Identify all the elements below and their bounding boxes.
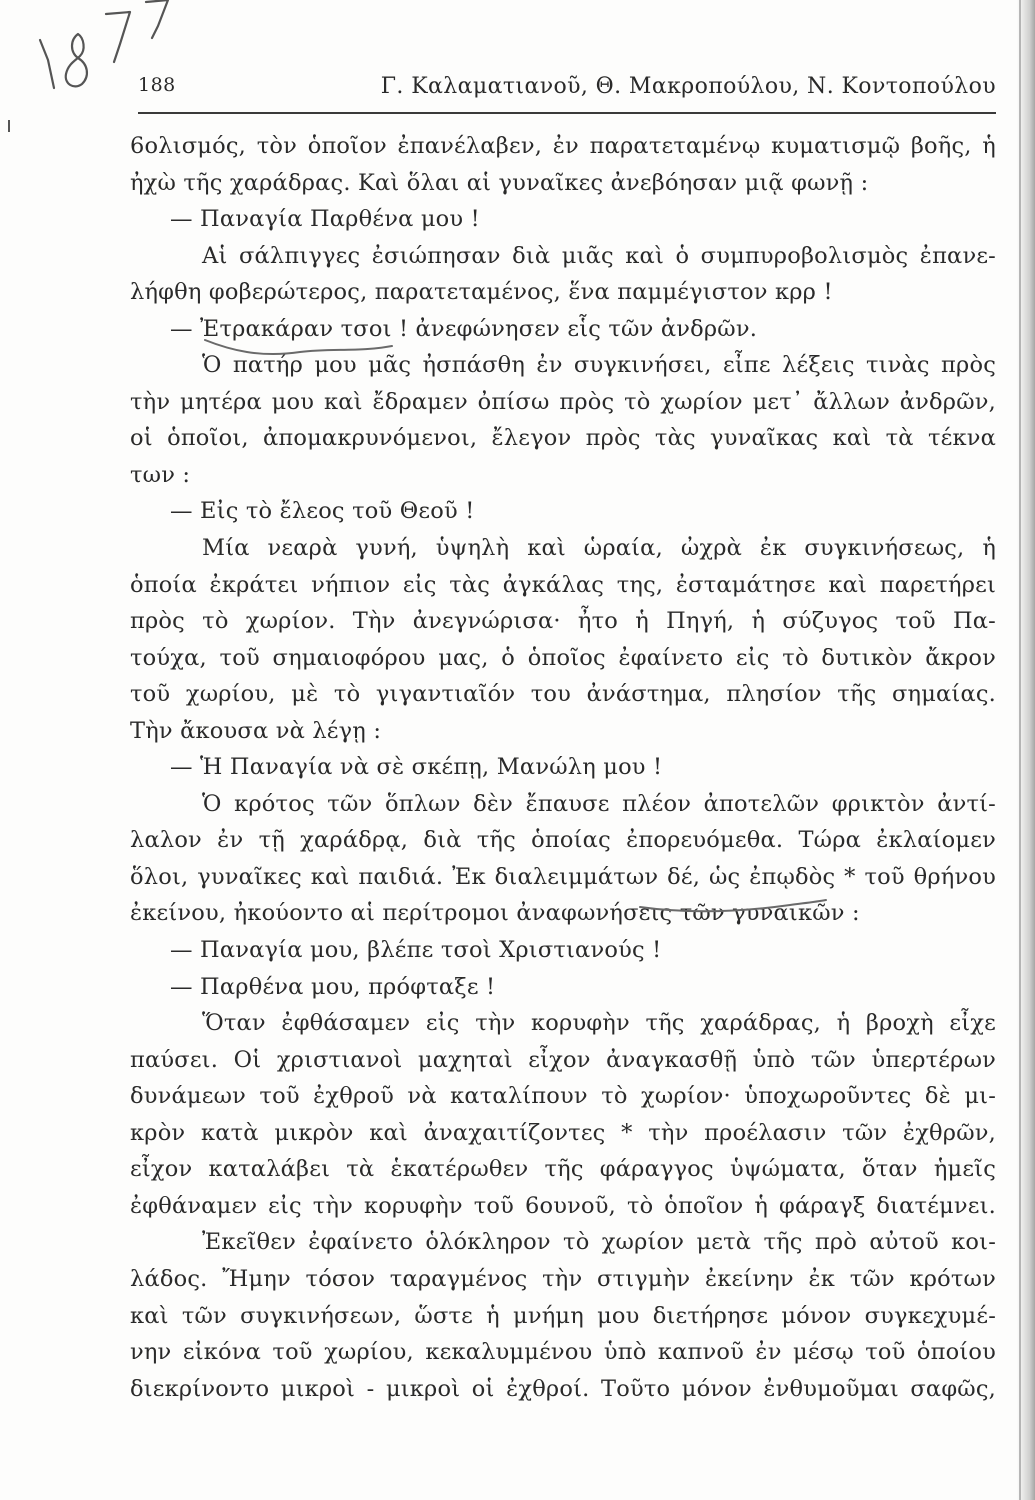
text-line: — Παναγία Παρθένα μου ! [170, 206, 480, 233]
text-line: λαλον ἐν τῇ χαράδρᾳ, διὰ τῆς ὁποίας ἐπορευόμεθα. Τώρα ἐκλαίομεν [130, 827, 996, 854]
text-line: 6ολισμός, τὸν ὁποῖον ἐπανέλαβεν, ἐν παρατεταμένῳ κυματισμῷ βοῆς, ἡ [130, 133, 996, 159]
text-line: των : [130, 461, 191, 488]
text-line: ὁποία ἐκράτει νήπιον εἰς τὰς ἀγκάλας της, ἐσταμάτησε καὶ παρετήρει [130, 571, 996, 598]
text-line: τὴν μητέρα μου καὶ ἔδραμεν ὀπίσω πρὸς τὸ χωρίον μετ᾽ ἄλλων ἀνδρῶν, [130, 388, 996, 415]
text-line: διεκρίνοντο μικροὶ - μικροὶ οἱ ἐχθροί. Τοῦτο μόνον ἐνθυμοῦμαι σαφῶς, [130, 1375, 996, 1402]
running-head: Γ. Καλαματιανοῦ, Θ. Μακροπούλου, Ν. Κοντοπούλου [380, 74, 996, 99]
text-line: εἶχον καταλάβει τὰ ἑκατέρωθεν τῆς φάραγγος ὑψώματα, ὅταν ἡμεῖς [130, 1156, 996, 1183]
text-line: ἐφθάναμεν εἰς τὴν κορυφὴν τοῦ 6ουνοῦ, τὸ ὁποῖον ἡ φάραγξ διατέμνει. [130, 1192, 996, 1219]
text-line: Αἱ σάλπιγγες ἐσιώπησαν διὰ μιᾶς καὶ ὁ συμπυροβολισμὸς ἐπανε- [202, 242, 996, 269]
text-line: ἠχὼ τῆς χαράδρας. Καὶ ὅλαι αἱ γυναῖκες ἀνεβόησαν μιᾷ φωνῇ : [130, 169, 869, 196]
text-line: νην εἰκόνα τοῦ χωρίου, κεκαλυμμένου ὑπὸ καπνοῦ ἐν μέσῳ τοῦ ὁποίου [130, 1339, 996, 1366]
text-line: ἐκείνου, ἠκούοντο αἱ περίτρομοι ἀναφωνήσεις τῶν γυναικῶν : [130, 900, 860, 927]
text-line: κρὸν κατὰ μικρὸν καὶ ἀναχαιτίζοντες * τὴν προέλασιν τῶν ἐχθρῶν, [130, 1119, 996, 1146]
page-edge-shadow [1017, 0, 1035, 1500]
page-number: 188 [138, 74, 176, 96]
page-header [138, 70, 996, 104]
text-line: — Παρθένα μου, πρόφταξε ! [170, 973, 496, 1000]
text-line: — Εἰς τὸ ἔλεος τοῦ Θεοῦ ! [170, 498, 475, 525]
text-line: λάδος. Ἤμην τόσον ταραγμένος τὴν στιγμὴν ἐκείνην ἐκ τῶν κρότων [130, 1265, 996, 1292]
text-line: καὶ τῶν συγκινήσεων, ὥστε ἡ μνήμη μου διετήρησε μόνον συγκεχυμέ- [130, 1302, 996, 1329]
text-line: δυνάμεων τοῦ ἐχθροῦ νὰ καταλίπουν τὸ χωρίον· ὑποχωροῦντες δὲ μι- [130, 1083, 996, 1110]
text-line: Ὅταν ἐφθάσαμεν εἰς τὴν κορυφὴν τῆς χαράδρας, ἡ βροχὴ εἶχε [202, 1010, 996, 1037]
text-line: Μία νεαρὰ γυνή, ὑψηλὴ καὶ ὡραία, ὠχρὰ ἐκ συγκινήσεως, ἡ [202, 535, 996, 562]
text-line: τούχα, τοῦ σημαιοφόρου μας, ὁ ὁποῖος ἐφαίνετο εἰς τὸ δυτικὸν ἄκρον [130, 644, 996, 671]
margin-mark [8, 120, 10, 132]
header-rule [138, 112, 996, 114]
text-line: Ἐκεῖθεν ἐφαίνετο ὁλόκληρον τὸ χωρίον μετὰ τῆς πρὸ αὐτοῦ κοι- [202, 1229, 996, 1256]
text-line: Τὴν ἄκουσα νὰ λέγῃ : [130, 717, 382, 744]
text-line: παύσει. Οἱ χριστιανοὶ μαχηταὶ εἶχον ἀναγκασθῇ ὑπὸ τῶν ὑπερτέρων [130, 1046, 996, 1073]
text-line: πρὸς τὸ χωρίον. Τὴν ἀνεγνώρισα· ἦτο ἡ Πηγή, ἡ σύζυγος τοῦ Πα- [130, 608, 996, 635]
text-line: Ὁ κρότος τῶν ὅπλων δὲν ἔπαυσε πλέον ἀποτελῶν φρικτὸν ἀντί- [202, 790, 996, 817]
text-line: οἱ ὁποῖοι, ἀπομακρυνόμενοι, ἔλεγον πρὸς τὰς γυναῖκας καὶ τὰ τέκνα [130, 425, 996, 452]
text-line: ὅλοι, γυναῖκες καὶ παιδιά. Ἐκ διαλειμμάτων δέ, ὡς ἐπῳδὸς * τοῦ θρήνου [130, 863, 996, 890]
text-line: λήφθη φοβερώτερος, παρατεταμένος, ἕνα παμμέγιστον κρρ ! [130, 279, 833, 306]
body-text [130, 128, 996, 1407]
text-line: τοῦ χωρίου, μὲ τὸ γιγαντιαῖόν του ἀνάστημα, πλησίον τῆς σημαίας. [130, 681, 996, 708]
text-line: Ὁ πατήρ μου μᾶς ἠσπάσθη ἐν συγκινήσει, εἶπε λέξεις τινὰς πρὸς [202, 352, 996, 379]
text-line: — Ἐτρακάραν τσοι ! ἀνεφώνησεν εἷς τῶν ἀνδρῶν. [170, 315, 758, 342]
text-line: — Ἡ Παναγία νὰ σὲ σκέπῃ, Μανώλη μου ! [170, 754, 663, 781]
text-line: — Παναγία μου, βλέπε τσοὶ Χριστιανούς ! [170, 937, 662, 964]
